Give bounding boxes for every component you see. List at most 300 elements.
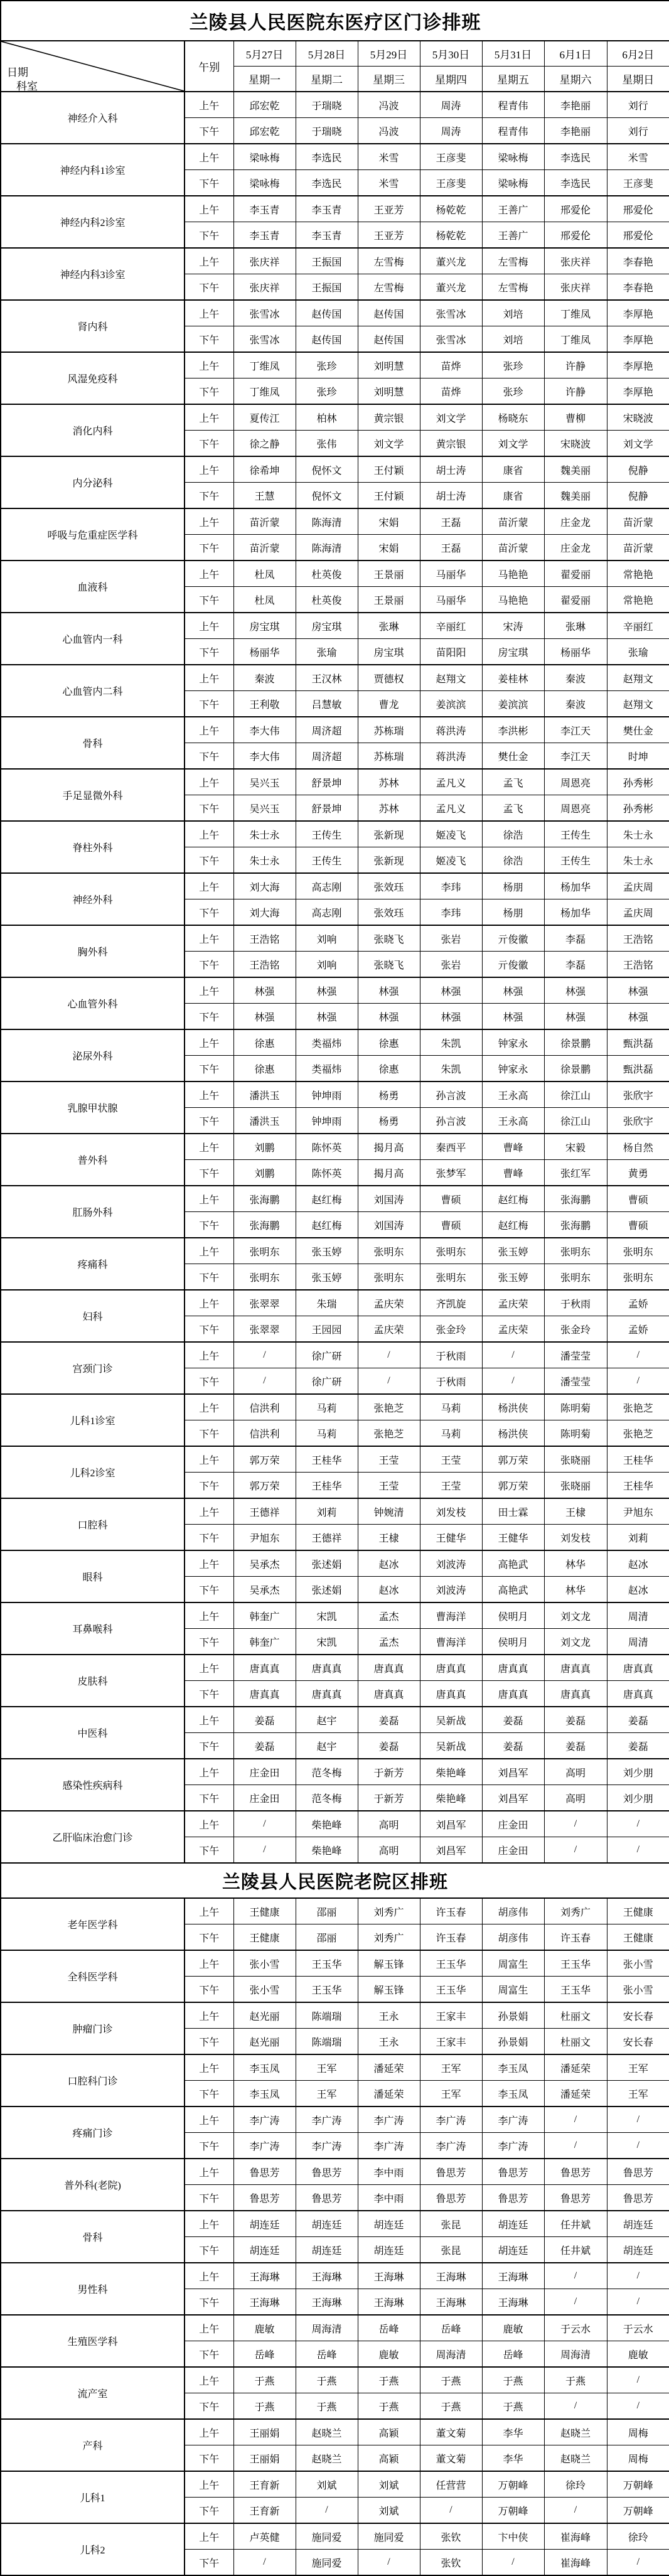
schedule-row [1, 2523, 669, 2550]
session-cell: 上午 [185, 1655, 233, 1681]
staff-cell: 刘鹏 [233, 1134, 296, 1160]
staff-cell: 林华 [544, 1550, 607, 1577]
staff-cell: 于燕 [482, 2393, 544, 2420]
staff-cell: 张明东 [233, 1264, 296, 1291]
staff-cell: 王德祥 [233, 1498, 296, 1525]
staff-cell: 孟凡义 [420, 795, 482, 822]
staff-cell: 杜丽文 [544, 2029, 607, 2055]
staff-cell: 李广涛 [420, 2133, 482, 2159]
session-cell: 上午 [185, 1759, 233, 1785]
staff-cell: 张效珏 [358, 873, 420, 899]
staff-cell: / [607, 1837, 669, 1864]
staff-cell: 张新现 [358, 821, 420, 847]
staff-cell: 王浩铭 [233, 952, 296, 978]
staff-cell: / [607, 2550, 669, 2576]
staff-cell: 杜英俊 [296, 587, 358, 613]
staff-cell: 田士霖 [482, 1498, 544, 1525]
staff-cell: 周涛 [420, 118, 482, 144]
staff-cell: 王磊 [420, 535, 482, 561]
staff-cell: 范冬梅 [296, 1759, 358, 1785]
staff-cell: 张明东 [420, 1238, 482, 1264]
staff-cell: 安长春 [607, 2029, 669, 2055]
staff-cell: 李广涛 [233, 2106, 296, 2133]
staff-cell: 马艳艳 [482, 561, 544, 587]
staff-cell: 杨乾乾 [420, 196, 482, 222]
table1-title-row [1, 1, 669, 41]
staff-cell: 张庆祥 [544, 248, 607, 274]
staff-cell: 庄金田 [482, 1811, 544, 1837]
staff-cell: 王桂华 [607, 1446, 669, 1473]
staff-cell: 辛丽红 [607, 613, 669, 639]
staff-cell: 王海琳 [233, 2263, 296, 2289]
department-cell: 风湿免疫科 [1, 352, 185, 404]
staff-cell: 赵光丽 [233, 2002, 296, 2029]
staff-cell: 朱士永 [607, 821, 669, 847]
staff-cell: / [544, 2289, 607, 2316]
staff-cell: 徐景鹏 [544, 1029, 607, 1056]
staff-cell: 李选民 [544, 144, 607, 170]
staff-cell: 李春艳 [607, 248, 669, 274]
session-cell: 下午 [185, 795, 233, 822]
session-cell: 下午 [185, 118, 233, 144]
staff-cell: 翟爱丽 [544, 587, 607, 613]
date-header-cell: 6月2日 [607, 41, 669, 67]
staff-cell: / [544, 1837, 607, 1864]
table1-header-section [1, 1, 669, 92]
staff-cell: / [358, 1342, 420, 1368]
staff-cell: 张庆祥 [233, 274, 296, 301]
session-cell: 下午 [185, 847, 233, 874]
session-cell: 下午 [185, 1681, 233, 1707]
staff-cell: 王家丰 [420, 2029, 482, 2055]
staff-cell: 王振国 [296, 274, 358, 301]
staff-cell: 钟坤雨 [296, 1081, 358, 1108]
staff-cell: 刘斌 [358, 2498, 420, 2524]
staff-cell: 赵传国 [296, 300, 358, 326]
session-cell: 下午 [185, 1837, 233, 1864]
staff-cell: 张珍 [296, 352, 358, 378]
staff-cell: 安长春 [607, 2002, 669, 2029]
department-cell: 耳鼻喉科 [1, 1602, 185, 1655]
staff-cell: 唐真真 [482, 1681, 544, 1707]
staff-cell: 左雪梅 [358, 248, 420, 274]
staff-cell: 张述娟 [296, 1550, 358, 1577]
staff-cell: 王桂华 [296, 1446, 358, 1473]
department-cell: 妇科 [1, 1290, 185, 1342]
staff-cell: 陈明菊 [544, 1394, 607, 1420]
staff-cell: 李玉凤 [482, 2054, 544, 2081]
department-cell: 神经内科1诊室 [1, 144, 185, 196]
staff-cell: 鲁思芳 [544, 2159, 607, 2185]
schedule-row [1, 1950, 669, 1977]
staff-cell: 胡连廷 [296, 2211, 358, 2237]
staff-cell: 孟飞 [482, 769, 544, 795]
staff-cell: / [296, 2498, 358, 2524]
staff-cell: 刘少朋 [607, 1759, 669, 1785]
date-header-cell: 5月28日 [296, 41, 358, 67]
staff-cell: 唐真真 [296, 1681, 358, 1707]
staff-cell: 尹旭东 [233, 1525, 296, 1551]
staff-cell: 王莹 [358, 1473, 420, 1499]
staff-cell: 赵红梅 [296, 1212, 358, 1238]
staff-cell: 邢爱伦 [544, 222, 607, 249]
staff-cell: 万朝峰 [482, 2471, 544, 2498]
staff-cell: 于新芳 [358, 1759, 420, 1785]
staff-cell: 倪静 [607, 456, 669, 483]
session-cell: 上午 [185, 1446, 233, 1473]
staff-cell: 黄宗银 [420, 431, 482, 457]
staff-cell: 王慧 [233, 483, 296, 509]
staff-cell: 岳峰 [482, 2341, 544, 2368]
staff-cell: 李广涛 [358, 2106, 420, 2133]
staff-cell: 钟婉清 [358, 1498, 420, 1525]
staff-cell: 王军 [607, 2081, 669, 2107]
session-cell: 下午 [185, 1316, 233, 1343]
staff-cell: 林强 [544, 977, 607, 1004]
staff-cell: 苗烨 [420, 352, 482, 378]
staff-cell: 赵晓兰 [296, 2445, 358, 2472]
staff-cell: 王丽娟 [233, 2419, 296, 2445]
staff-cell: 张玉婷 [296, 1264, 358, 1291]
staff-cell: 姜桂林 [482, 665, 544, 691]
session-cell: 上午 [185, 561, 233, 587]
corner-cell [1, 41, 185, 92]
staff-cell: 孟庆周 [607, 873, 669, 899]
department-cell: 肿瘤门诊 [1, 2002, 185, 2054]
staff-cell: 孙秀彬 [607, 795, 669, 822]
staff-cell: 吴兴玉 [233, 769, 296, 795]
staff-cell: 类福炜 [296, 1056, 358, 1082]
session-cell: 下午 [185, 1264, 233, 1291]
staff-cell: 韩奎广 [233, 1602, 296, 1629]
staff-cell: 类福炜 [296, 1029, 358, 1056]
session-cell: 上午 [185, 1394, 233, 1420]
staff-cell: 张伟 [296, 431, 358, 457]
table1-title: 兰陵县人民医院东医疗区门诊排班 [1, 1, 669, 41]
staff-cell: 王玉华 [544, 1977, 607, 2003]
staff-cell: 王海琳 [358, 2289, 420, 2316]
table2-title-row [1, 1863, 669, 1898]
staff-cell: / [607, 2367, 669, 2393]
session-cell: 下午 [185, 2498, 233, 2524]
department-cell: 儿科2 [1, 2523, 185, 2575]
staff-cell: / [544, 2106, 607, 2133]
staff-cell: 姜磊 [607, 1733, 669, 1759]
staff-cell: 周济超 [296, 717, 358, 743]
staff-cell: 刘明慧 [358, 352, 420, 378]
staff-cell: 杨勇 [358, 1108, 420, 1134]
session-cell: 上午 [185, 2315, 233, 2341]
schedule-row [1, 1550, 669, 1577]
staff-cell: 朱凯 [420, 1029, 482, 1056]
staff-cell: 朱瑞 [296, 1290, 358, 1316]
department-cell: 呼吸与危重症医学科 [1, 508, 185, 561]
staff-cell: 钟家永 [482, 1056, 544, 1082]
session-cell: 下午 [185, 378, 233, 405]
staff-cell: 李华 [482, 2419, 544, 2445]
department-cell: 全科医学科 [1, 1950, 185, 2002]
session-cell: 下午 [185, 2445, 233, 2472]
staff-cell: 王亚芳 [358, 222, 420, 249]
schedule-row [1, 2211, 669, 2237]
staff-cell: 魏美丽 [544, 483, 607, 509]
staff-cell: 刘国涛 [358, 1212, 420, 1238]
staff-cell: 杨洪侠 [482, 1420, 544, 1447]
staff-cell: 宋晓波 [607, 404, 669, 431]
staff-cell: 刘响 [296, 925, 358, 952]
staff-cell: 胡连廷 [358, 2211, 420, 2237]
staff-cell: 房宝琪 [296, 613, 358, 639]
staff-cell: 李厚艳 [607, 326, 669, 353]
staff-cell: 王传生 [544, 847, 607, 874]
schedule-row [1, 1186, 669, 1212]
staff-cell: 陈怀英 [296, 1134, 358, 1160]
schedule-row [1, 1290, 669, 1316]
staff-cell: 于燕 [233, 2367, 296, 2393]
staff-cell: 王传生 [296, 847, 358, 874]
staff-cell: 鲁思芳 [420, 2185, 482, 2211]
staff-cell: 李厚艳 [607, 300, 669, 326]
session-cell: 上午 [185, 1498, 233, 1525]
staff-cell: 苗沂蒙 [482, 508, 544, 535]
staff-cell: 李磊 [544, 925, 607, 952]
staff-cell: 李广涛 [296, 2133, 358, 2159]
staff-cell: 高艳武 [482, 1550, 544, 1577]
staff-cell: 王传生 [544, 821, 607, 847]
staff-cell: 唐真真 [607, 1681, 669, 1707]
department-cell: 儿科1诊室 [1, 1394, 185, 1446]
staff-cell: 万朝峰 [482, 2498, 544, 2524]
staff-cell: 崔海峰 [544, 2523, 607, 2550]
staff-cell: 林强 [482, 1004, 544, 1030]
staff-cell: 鲁思芳 [607, 2159, 669, 2185]
staff-cell: 徐惠 [233, 1056, 296, 1082]
department-cell: 乳腺甲状腺 [1, 1081, 185, 1134]
department-cell: 胸外科 [1, 925, 185, 977]
department-cell: 心血管内二科 [1, 665, 185, 717]
department-cell: 内分泌科 [1, 456, 185, 508]
department-cell: 神经介入科 [1, 92, 185, 144]
staff-cell: 施同爱 [296, 2550, 358, 2576]
staff-cell: 黄勇 [607, 1160, 669, 1186]
staff-cell: 张小雪 [233, 1977, 296, 2003]
staff-cell: / [544, 1811, 607, 1837]
staff-cell: 张新现 [358, 847, 420, 874]
department-cell: 产科 [1, 2419, 185, 2471]
staff-cell: 姜磊 [233, 1707, 296, 1733]
session-cell: 上午 [185, 508, 233, 535]
staff-cell: 王玉华 [420, 1977, 482, 2003]
staff-cell: 施同爱 [296, 2523, 358, 2550]
staff-cell: 于云水 [544, 2315, 607, 2341]
staff-cell: 张钦 [420, 2523, 482, 2550]
staff-cell: / [482, 1368, 544, 1395]
staff-cell: 唐真真 [544, 1655, 607, 1681]
staff-cell: / [233, 1342, 296, 1368]
staff-cell: 李玉凤 [233, 2054, 296, 2081]
staff-cell: 柴艳峰 [296, 1837, 358, 1864]
staff-cell: 徐惠 [358, 1056, 420, 1082]
staff-cell: 张瑜 [607, 639, 669, 665]
session-cell: 上午 [185, 2106, 233, 2133]
staff-cell: 齐凯旋 [420, 1290, 482, 1316]
department-cell: 普外科(老院) [1, 2159, 185, 2211]
staff-cell: 万朝峰 [607, 2471, 669, 2498]
staff-cell: 姜滨滨 [420, 691, 482, 717]
staff-cell: 王军 [420, 2054, 482, 2081]
staff-cell: 徐希坤 [233, 456, 296, 483]
staff-cell: 王玉华 [544, 1950, 607, 1977]
session-cell: 上午 [185, 925, 233, 952]
schedule-row [1, 248, 669, 274]
staff-cell: 王汉林 [296, 665, 358, 691]
schedule-row [1, 508, 669, 535]
staff-cell: 徐浩 [482, 821, 544, 847]
session-cell: 上午 [185, 2211, 233, 2237]
staff-cell: 周梅 [607, 2445, 669, 2472]
staff-cell: 李磊 [544, 952, 607, 978]
staff-cell: 刘大海 [233, 899, 296, 926]
staff-cell: 王海琳 [482, 2263, 544, 2289]
department-cell: 血液科 [1, 561, 185, 613]
staff-cell: 樊仕金 [607, 717, 669, 743]
staff-cell: 朱士永 [233, 847, 296, 874]
session-cell: 上午 [185, 196, 233, 222]
session-cell: 下午 [185, 2029, 233, 2055]
staff-cell: 李广涛 [358, 2133, 420, 2159]
staff-cell: / [607, 2106, 669, 2133]
staff-cell: 赵红梅 [296, 1186, 358, 1212]
staff-cell: 杨加华 [544, 873, 607, 899]
department-cell: 生殖医学科 [1, 2315, 185, 2367]
session-cell: 上午 [185, 1950, 233, 1977]
staff-cell: 李玉凤 [233, 2081, 296, 2107]
staff-cell: 唐真真 [544, 1681, 607, 1707]
staff-cell: / [358, 2550, 420, 2576]
staff-cell: 信洪利 [233, 1420, 296, 1447]
staff-cell: 郭万荣 [482, 1473, 544, 1499]
schedule-row [1, 1446, 669, 1473]
staff-cell: 赵宇 [296, 1733, 358, 1759]
session-cell: 下午 [185, 222, 233, 249]
staff-cell: 王海琳 [420, 2263, 482, 2289]
staff-cell: 林强 [607, 977, 669, 1004]
staff-cell: 万朝峰 [607, 2498, 669, 2524]
staff-cell: 王浩铭 [233, 925, 296, 952]
staff-cell: 李中雨 [358, 2185, 420, 2211]
session-cell: 上午 [185, 613, 233, 639]
staff-cell: 亓俊徽 [482, 925, 544, 952]
session-cell: 下午 [185, 326, 233, 353]
staff-cell: 徐之静 [233, 431, 296, 457]
staff-cell: 吴新战 [420, 1733, 482, 1759]
weekday-header-cell: 星期二 [296, 67, 358, 92]
staff-cell: 王善广 [482, 222, 544, 249]
staff-cell: 王海琳 [296, 2289, 358, 2316]
staff-cell: 张海鹏 [233, 1186, 296, 1212]
staff-cell: 李江天 [544, 743, 607, 770]
staff-cell: 李厚艳 [607, 378, 669, 405]
session-cell: 上午 [185, 1707, 233, 1733]
staff-cell: 苗沂蒙 [233, 508, 296, 535]
staff-cell: 米雪 [607, 144, 669, 170]
staff-cell: / [233, 1837, 296, 1864]
east-district-schedule-body [1, 92, 669, 1863]
staff-cell: 姜磊 [544, 1707, 607, 1733]
session-cell: 下午 [185, 2341, 233, 2368]
staff-cell: 李洪彬 [482, 717, 544, 743]
staff-cell: 周恩亮 [544, 769, 607, 795]
staff-cell: 李中雨 [358, 2159, 420, 2185]
staff-cell: 张翠翠 [233, 1290, 296, 1316]
staff-cell: 任营营 [420, 2471, 482, 2498]
staff-cell: 孟庆荣 [358, 1290, 420, 1316]
session-cell: 下午 [185, 1733, 233, 1759]
staff-cell: 王海琳 [296, 2263, 358, 2289]
session-cell: 上午 [185, 456, 233, 483]
department-cell: 男性科 [1, 2263, 185, 2315]
weekday-header-cell: 星期一 [233, 67, 296, 92]
staff-cell: 刘行 [607, 118, 669, 144]
department-cell: 皮肤科 [1, 1655, 185, 1707]
staff-cell: 周海清 [544, 2341, 607, 2368]
schedule-row [1, 196, 669, 222]
old-district-schedule-body [1, 1898, 669, 2575]
department-cell: 儿科1 [1, 2471, 185, 2523]
session-header-cell: 午别 [185, 41, 233, 92]
staff-cell: 丁维凤 [544, 326, 607, 353]
staff-cell: 潘延荣 [544, 2054, 607, 2081]
table2-header-section [1, 1863, 669, 1898]
staff-cell: 刘文学 [420, 404, 482, 431]
staff-cell: 房宝琪 [233, 613, 296, 639]
staff-cell: 李厚艳 [607, 352, 669, 378]
staff-cell: 刘培 [482, 300, 544, 326]
staff-cell: 刘波涛 [420, 1577, 482, 1603]
staff-cell: 丁维凤 [544, 300, 607, 326]
staff-cell: 岳峰 [358, 2315, 420, 2341]
schedule-row [1, 1394, 669, 1420]
staff-cell: 唐真真 [358, 1681, 420, 1707]
staff-cell: 贾德权 [358, 665, 420, 691]
staff-cell: 曹海洋 [420, 1629, 482, 1655]
schedule-row [1, 456, 669, 483]
staff-cell: 唐真真 [420, 1681, 482, 1707]
staff-cell: 王育新 [233, 2471, 296, 2498]
staff-cell: 侯明月 [482, 1602, 544, 1629]
staff-cell: 朱凯 [420, 1056, 482, 1082]
staff-cell: 王振国 [296, 248, 358, 274]
staff-cell: 潘莹莹 [544, 1342, 607, 1368]
staff-cell: 房宝琪 [358, 639, 420, 665]
staff-cell: 杨洪侠 [482, 1394, 544, 1420]
staff-cell: 米雪 [358, 144, 420, 170]
session-cell: 下午 [185, 2185, 233, 2211]
staff-cell: 邱宏乾 [233, 92, 296, 118]
session-cell: 下午 [185, 170, 233, 196]
staff-cell: 王莹 [420, 1473, 482, 1499]
staff-cell: 曹硕 [607, 1212, 669, 1238]
staff-cell: 甄洪磊 [607, 1029, 669, 1056]
staff-cell: 王海琳 [358, 2263, 420, 2289]
staff-cell: 曹硕 [607, 1186, 669, 1212]
staff-cell: 王磊 [420, 508, 482, 535]
staff-cell: 苏林 [358, 795, 420, 822]
staff-cell: / [607, 2263, 669, 2289]
staff-cell: 胡连廷 [607, 2211, 669, 2237]
staff-cell: 邵丽 [296, 1898, 358, 1924]
staff-cell: 潘延荣 [544, 2081, 607, 2107]
